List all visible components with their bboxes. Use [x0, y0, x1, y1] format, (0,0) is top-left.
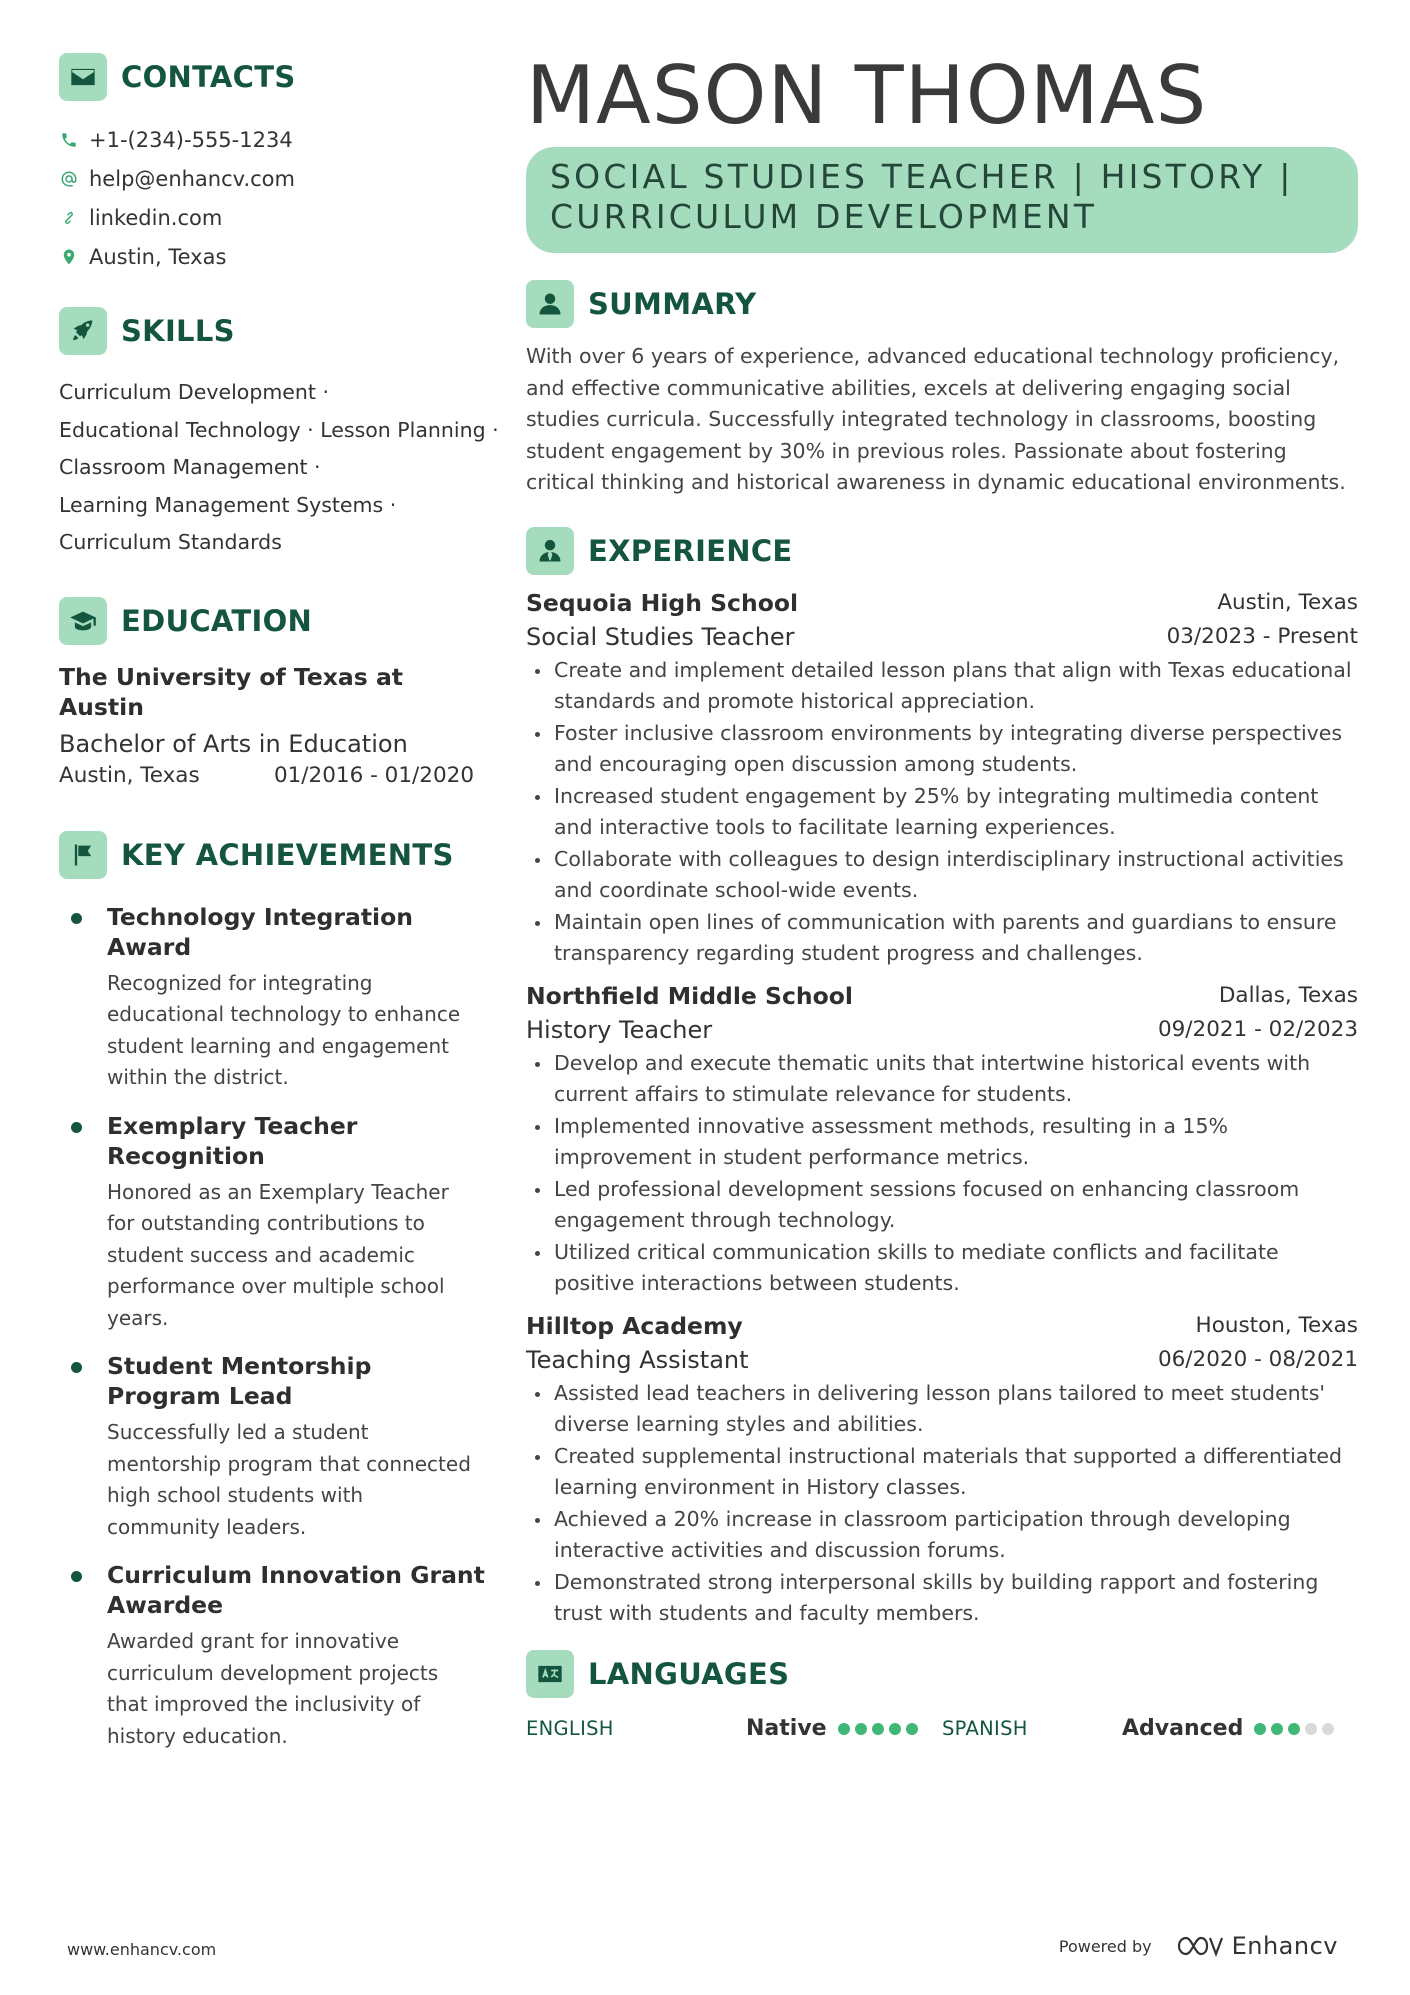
job-header — [526, 586, 1358, 620]
contact-list — [59, 120, 489, 276]
job-dates: 09/2021 - 02/2023 — [1157, 1016, 1358, 1042]
contact-phone — [59, 120, 489, 159]
achievement-title: Exemplary Teacher Recognition — [107, 1111, 358, 1170]
title-line-1: SOCIAL STUDIES TEACHER | HISTORY | — [550, 157, 1294, 196]
flag-icon — [59, 831, 107, 879]
job-location: Dallas, Texas — [1218, 982, 1358, 1008]
languages-section — [526, 1649, 1358, 1749]
bullet-dot — [71, 1362, 82, 1373]
job-dates: 03/2023 - Present — [1166, 623, 1358, 649]
summary-text: With over 6 years of experience, advanced educational technology proficiency, and effective communicative abilities, excels at delivering engaging social studies curricula. Successfully integrated technology in classrooms, boosting student engagement by 30% in previous roles. Passionate about fostering critical thinking and historical awareness in dynamic educational environments. — [526, 344, 1346, 494]
job-bullets — [526, 1048, 1358, 1300]
skills-header — [59, 306, 489, 356]
language-name: ENGLISH — [526, 1717, 614, 1740]
title-band — [526, 147, 1358, 253]
language-level: Native — [746, 1716, 827, 1741]
job-bullets — [526, 1378, 1358, 1630]
bullet-dot — [71, 1122, 82, 1133]
link-text: linkedin.com — [89, 205, 223, 230]
job-role: Social Studies Teacher — [526, 622, 795, 651]
language-rating — [838, 1723, 923, 1735]
job-bullet: Assisted lead teachers in delivering lesson plans tailored to meet students' diverse learning styles and abilities. — [526, 1378, 1358, 1441]
job-company: Sequoia High School — [526, 588, 799, 617]
achievement-title: Student Mentorship Program Lead — [107, 1352, 372, 1410]
link-icon — [59, 208, 79, 228]
education-entry — [59, 662, 489, 792]
phone-text: +1-(234)-555-1234 — [89, 127, 293, 152]
enhancv-logo-icon — [1174, 1933, 1224, 1959]
job-bullet: Foster inclusive classroom environments by integrating diverse perspectives and encouraging open discussion among students. — [526, 718, 1358, 781]
map-pin-icon — [59, 247, 79, 267]
graduation-cap-icon — [59, 597, 107, 645]
language-level: Advanced — [1122, 1716, 1244, 1741]
at-icon — [59, 169, 79, 189]
skill-line: Educational Technology · Lesson Planning · — [59, 417, 499, 442]
job-bullet: Led professional development sessions focused on enhancing classroom engagement through technology. — [526, 1174, 1358, 1237]
rating-dot-filled — [838, 1723, 850, 1735]
rating-dot-filled — [1288, 1723, 1300, 1735]
job-entry — [526, 1309, 1358, 1630]
experience-header — [526, 526, 1358, 576]
bullet-dot — [71, 913, 82, 924]
summary-header — [526, 279, 1358, 329]
experience-heading: EXPERIENCE — [588, 533, 793, 568]
contacts-heading: CONTACTS — [121, 60, 296, 94]
rating-dot-filled — [872, 1723, 884, 1735]
languages-heading: LANGUAGES — [588, 1656, 790, 1691]
achievement-desc: Honored as an Exemplary Teacher for outstanding contributions to student success and academic performance over multiple school years. — [107, 1179, 449, 1330]
job-role: Teaching Assistant — [526, 1345, 749, 1374]
skills-heading: SKILLS — [121, 314, 235, 348]
job-bullet: Maintain open lines of communication with parents and guardians to ensure transparency regarding student progress and challenges. — [526, 907, 1358, 970]
languages-row — [526, 1709, 1358, 1749]
skill-line: Curriculum Standards — [59, 530, 282, 554]
achievement-item — [59, 902, 489, 1094]
achievement-title: Technology Integration Award — [107, 902, 413, 961]
footer-website[interactable]: www.enhancv.com — [67, 1940, 217, 1959]
rating-dot-filled — [906, 1723, 918, 1735]
job-entry — [526, 979, 1358, 1300]
job-bullet: Demonstrated strong interpersonal skills by building rapport and fostering trust with students and faculty members. — [526, 1567, 1358, 1630]
envelope-icon — [59, 53, 107, 101]
edu-meta — [59, 760, 474, 792]
email-text: help@enhancv.com — [89, 166, 295, 191]
achievements-heading: KEY ACHIEVEMENTS — [121, 837, 454, 872]
achievement-desc: Successfully led a student mentorship program that connected high school students with community leaders. — [107, 1420, 471, 1539]
achievement-title: Curriculum Innovation Grant Awardee — [107, 1561, 485, 1619]
language-item — [526, 1716, 942, 1741]
job-bullet: Increased student engagement by 25% by integrating multimedia content and interactive tools to facilitate learning experiences. — [526, 781, 1358, 844]
job-subheader — [526, 620, 1358, 654]
skill-line: Classroom Management · — [59, 455, 321, 479]
skill-line: Curriculum Development · — [59, 380, 329, 404]
language-name: SPANISH — [942, 1717, 1028, 1740]
job-bullet: Create and implement detailed lesson plans that align with Texas educational standards and promote historical appreciation. — [526, 655, 1358, 718]
job-company: Hilltop Academy — [526, 1311, 743, 1340]
rating-dot-filled — [1271, 1723, 1283, 1735]
candidate-name: MASON THOMAS — [526, 49, 1208, 142]
job-bullet: Utilized critical communication skills to mediate conflicts and facilitate positive interactions between students. — [526, 1237, 1358, 1300]
translate-icon — [526, 1650, 574, 1698]
title-line-2: CURRICULUM DEVELOPMENT — [550, 197, 1098, 236]
contacts-header — [59, 52, 489, 102]
language-item — [942, 1716, 1358, 1741]
skills-list — [59, 374, 499, 562]
user-tie-icon — [526, 527, 574, 575]
rating-dot-filled — [1254, 1723, 1266, 1735]
achievement-item — [59, 1111, 489, 1335]
rating-dot-empty — [1305, 1723, 1317, 1735]
job-subheader — [526, 1013, 1358, 1047]
contact-link — [59, 198, 489, 237]
summary-section — [526, 279, 1358, 499]
brand-logo[interactable] — [1174, 1932, 1338, 1960]
job-location: Austin, Texas — [1217, 589, 1358, 615]
job-subheader — [526, 1343, 1358, 1377]
job-bullet: Collaborate with colleagues to design interdisciplinary instructional activities and coordinate school-wide events. — [526, 844, 1358, 907]
edu-school: The University of Texas at Austin — [59, 662, 404, 721]
job-role: History Teacher — [526, 1015, 713, 1044]
achievements-header — [59, 830, 489, 880]
right-column — [526, 48, 1358, 1749]
education-header — [59, 596, 489, 646]
phone-icon — [59, 130, 79, 150]
language-rating — [1254, 1723, 1339, 1735]
achievement-item — [59, 1560, 489, 1752]
job-location: Houston, Texas — [1195, 1312, 1358, 1338]
job-bullet: Achieved a 20% increase in classroom participation through developing interactive activities and discussion forums. — [526, 1504, 1358, 1567]
achievement-item — [59, 1351, 489, 1543]
job-bullet: Develop and execute thematic units that intertwine historical events with current affairs to stimulate relevance for students. — [526, 1048, 1358, 1111]
achievements-list — [59, 902, 489, 1753]
achievement-desc: Awarded grant for innovative curriculum development projects that improved the inclusivity of history education. — [107, 1629, 439, 1748]
job-header — [526, 1309, 1358, 1343]
summary-heading: SUMMARY — [588, 287, 757, 321]
contact-location — [59, 237, 489, 276]
edu-dates: 01/2016 - 01/2020 — [273, 762, 474, 788]
job-header — [526, 979, 1358, 1013]
job-entry — [526, 586, 1358, 970]
job-dates: 06/2020 - 08/2021 — [1157, 1346, 1358, 1372]
job-company: Northfield Middle School — [526, 981, 853, 1010]
location-text: Austin, Texas — [89, 244, 227, 269]
job-bullet: Created supplemental instructional materials that supported a differentiated learning environment in History classes. — [526, 1441, 1358, 1504]
job-bullet: Implemented innovative assessment methods, resulting in a 15% improvement in student performance metrics. — [526, 1111, 1358, 1174]
user-icon — [526, 280, 574, 328]
job-bullets — [526, 655, 1358, 970]
rating-dot-empty — [1322, 1723, 1334, 1735]
education-heading: EDUCATION — [121, 603, 313, 638]
rating-dot-filled — [855, 1723, 867, 1735]
left-column — [59, 52, 499, 1769]
achievement-desc: Recognized for integrating educational technology to enhance student learning and engagement within the district. — [107, 970, 461, 1089]
edu-location: Austin, Texas — [59, 762, 200, 788]
languages-header — [526, 1649, 1358, 1699]
powered-by-text: Powered by — [1058, 1936, 1152, 1956]
rocket-icon — [59, 307, 107, 355]
footer-branding — [1059, 1932, 1338, 1960]
edu-degree: Bachelor of Arts in Education — [59, 729, 408, 758]
contacts-section — [59, 52, 489, 276]
contact-email — [59, 159, 489, 198]
skill-line: Learning Management Systems · — [59, 492, 397, 517]
rating-dot-filled — [889, 1723, 901, 1735]
experience-section — [526, 526, 1358, 1630]
brand-name: Enhancv — [1231, 1932, 1338, 1960]
bullet-dot — [71, 1571, 82, 1582]
